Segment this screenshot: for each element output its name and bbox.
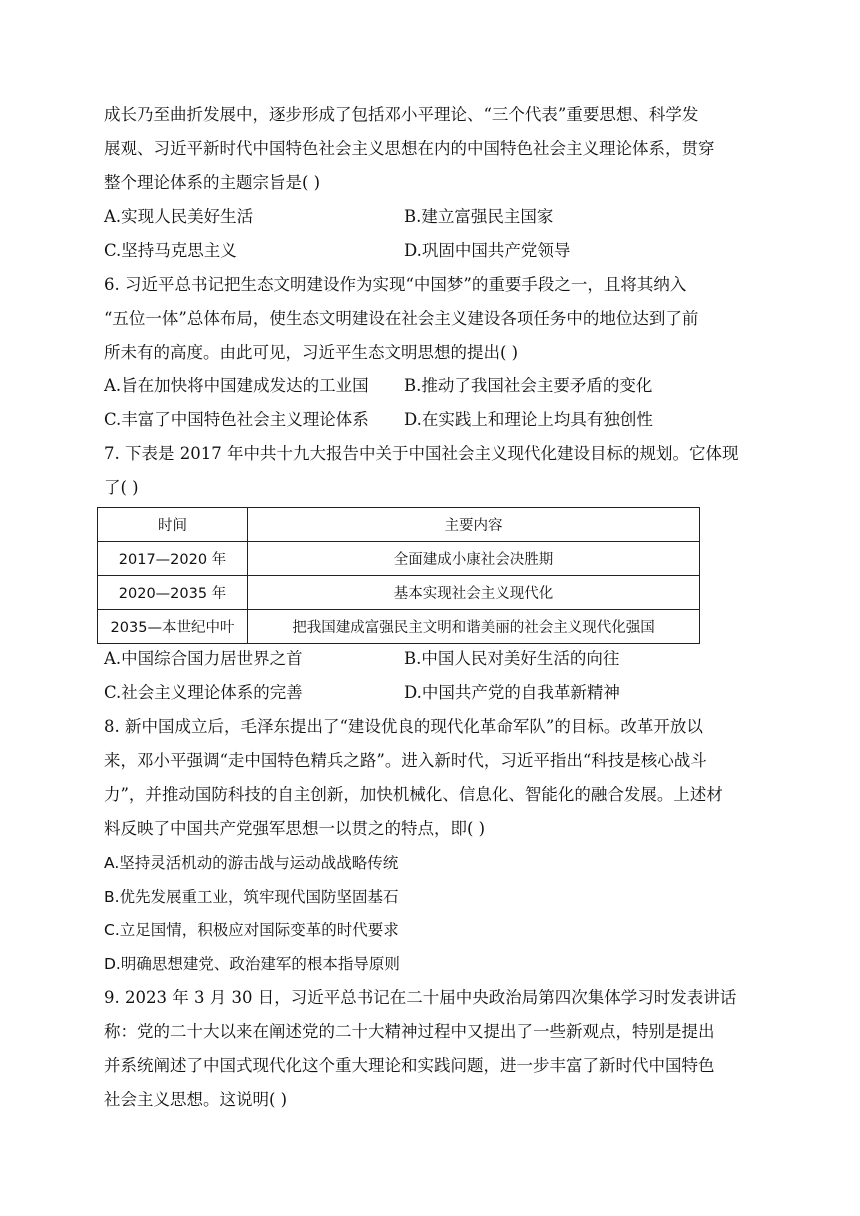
table-cell-content: 全面建成小康社会决胜期 [248,542,700,576]
q8-line-3: 力”，并推动国防科技的自主创新，加快机械化、信息化、智能化的融合发展。上述材 [104,785,723,804]
q6-line-2: “五位一体”总体布局，使生态文明建设在社会主义建设各项任务中的地位达到了前 [104,309,699,328]
q5-option-a: A.实现人民美好生活 [104,207,254,226]
q6-line-1: 6. 习近平总书记把生态文明建设作为实现“中国梦”的重要手段之一，且将其纳入 [104,275,687,294]
table-header-content: 主要内容 [248,508,700,542]
q8-line-2: 来，邓小平强调“走中国特色精兵之路”。进入新时代，习近平指出“科技是核心战斗 [104,751,707,770]
q7-plan-table [97,507,700,644]
table-cell-time: 2020—2035 年 [98,576,248,610]
q7-line-2: 了( ) [104,478,139,497]
q7-option-c: C.社会主义理论体系的完善 [104,683,303,702]
q5-option-d: D.巩固中国共产党领导 [404,241,571,260]
q5-line-2: 展观、习近平新时代中国特色社会主义思想在内的中国特色社会主义理论体系，贯穿 [104,139,715,158]
q7-option-d: D.中国共产党的自我革新精神 [404,683,620,702]
table-cell-content: 基本实现社会主义现代化 [248,576,700,610]
q8-line-1: 8. 新中国成立后，毛泽东提出了“建设优良的现代化革命军队”的目标。改革开放以 [104,717,703,736]
q5-line-3: 整个理论体系的主题宗旨是( ) [104,173,321,192]
q5-line-1: 成长乃至曲折发展中，逐步形成了包括邓小平理论、“三个代表”重要思想、科学发 [104,105,699,124]
table-cell-time: 2017—2020 年 [98,542,248,576]
table-cell-time: 2035—本世纪中叶 [98,610,248,644]
q5-option-c: C.坚持马克思主义 [104,241,237,260]
table-header-row [98,508,700,542]
q8-option-a: A.坚持灵活机动的游击战与运动战战略传统 [104,854,399,872]
table-row [98,610,700,644]
table-header-time: 时间 [98,508,248,542]
q7-option-a: A.中国综合国力居世界之首 [104,649,303,668]
q6-option-d: D.在实践上和理论上均具有独创性 [404,410,653,429]
q8-option-c: C.立足国情，积极应对国际变革的时代要求 [104,921,399,939]
table-row [98,542,700,576]
q8-option-b: B.优先发展重工业，筑牢现代国防坚固基石 [104,888,399,906]
q9-line-1: 9. 2023 年 3 月 30 日，习近平总书记在二十届中央政治局第四次集体学习时发表讲话 [104,988,737,1007]
q9-line-3: 并系统阐述了中国式现代化这个重大理论和实践问题，进一步丰富了新时代中国特色 [104,1056,715,1075]
q9-line-2: 称：党的二十大以来在阐述党的二十大精神过程中又提出了一些新观点，特别是提出 [104,1022,715,1041]
table-row [98,576,700,610]
q5-option-b: B.建立富强民主国家 [404,207,554,226]
q6-option-a: A.旨在加快将中国建成发达的工业国 [104,376,369,395]
q7-line-1: 7. 下表是 2017 年中共十九大报告中关于中国社会主义现代化建设目标的规划。它体现 [104,444,739,463]
q8-line-4: 料反映了中国共产党强军思想一以贯之的特点，即( ) [104,819,486,838]
q8-option-d: D.明确思想建党、政治建军的根本指导原则 [104,955,400,973]
q6-option-c: C.丰富了中国特色社会主义理论体系 [104,410,369,429]
table-cell-content: 把我国建成富强民主文明和谐美丽的社会主义现代化强国 [248,610,700,644]
q9-line-4: 社会主义思想。这说明( ) [104,1090,288,1109]
q6-line-3: 所未有的高度。由此可见，习近平生态文明思想的提出( ) [104,343,519,362]
q6-option-b: B.推动了我国社会主要矛盾的变化 [404,376,653,395]
q7-option-b: B.中国人民对美好生活的向往 [404,649,620,668]
